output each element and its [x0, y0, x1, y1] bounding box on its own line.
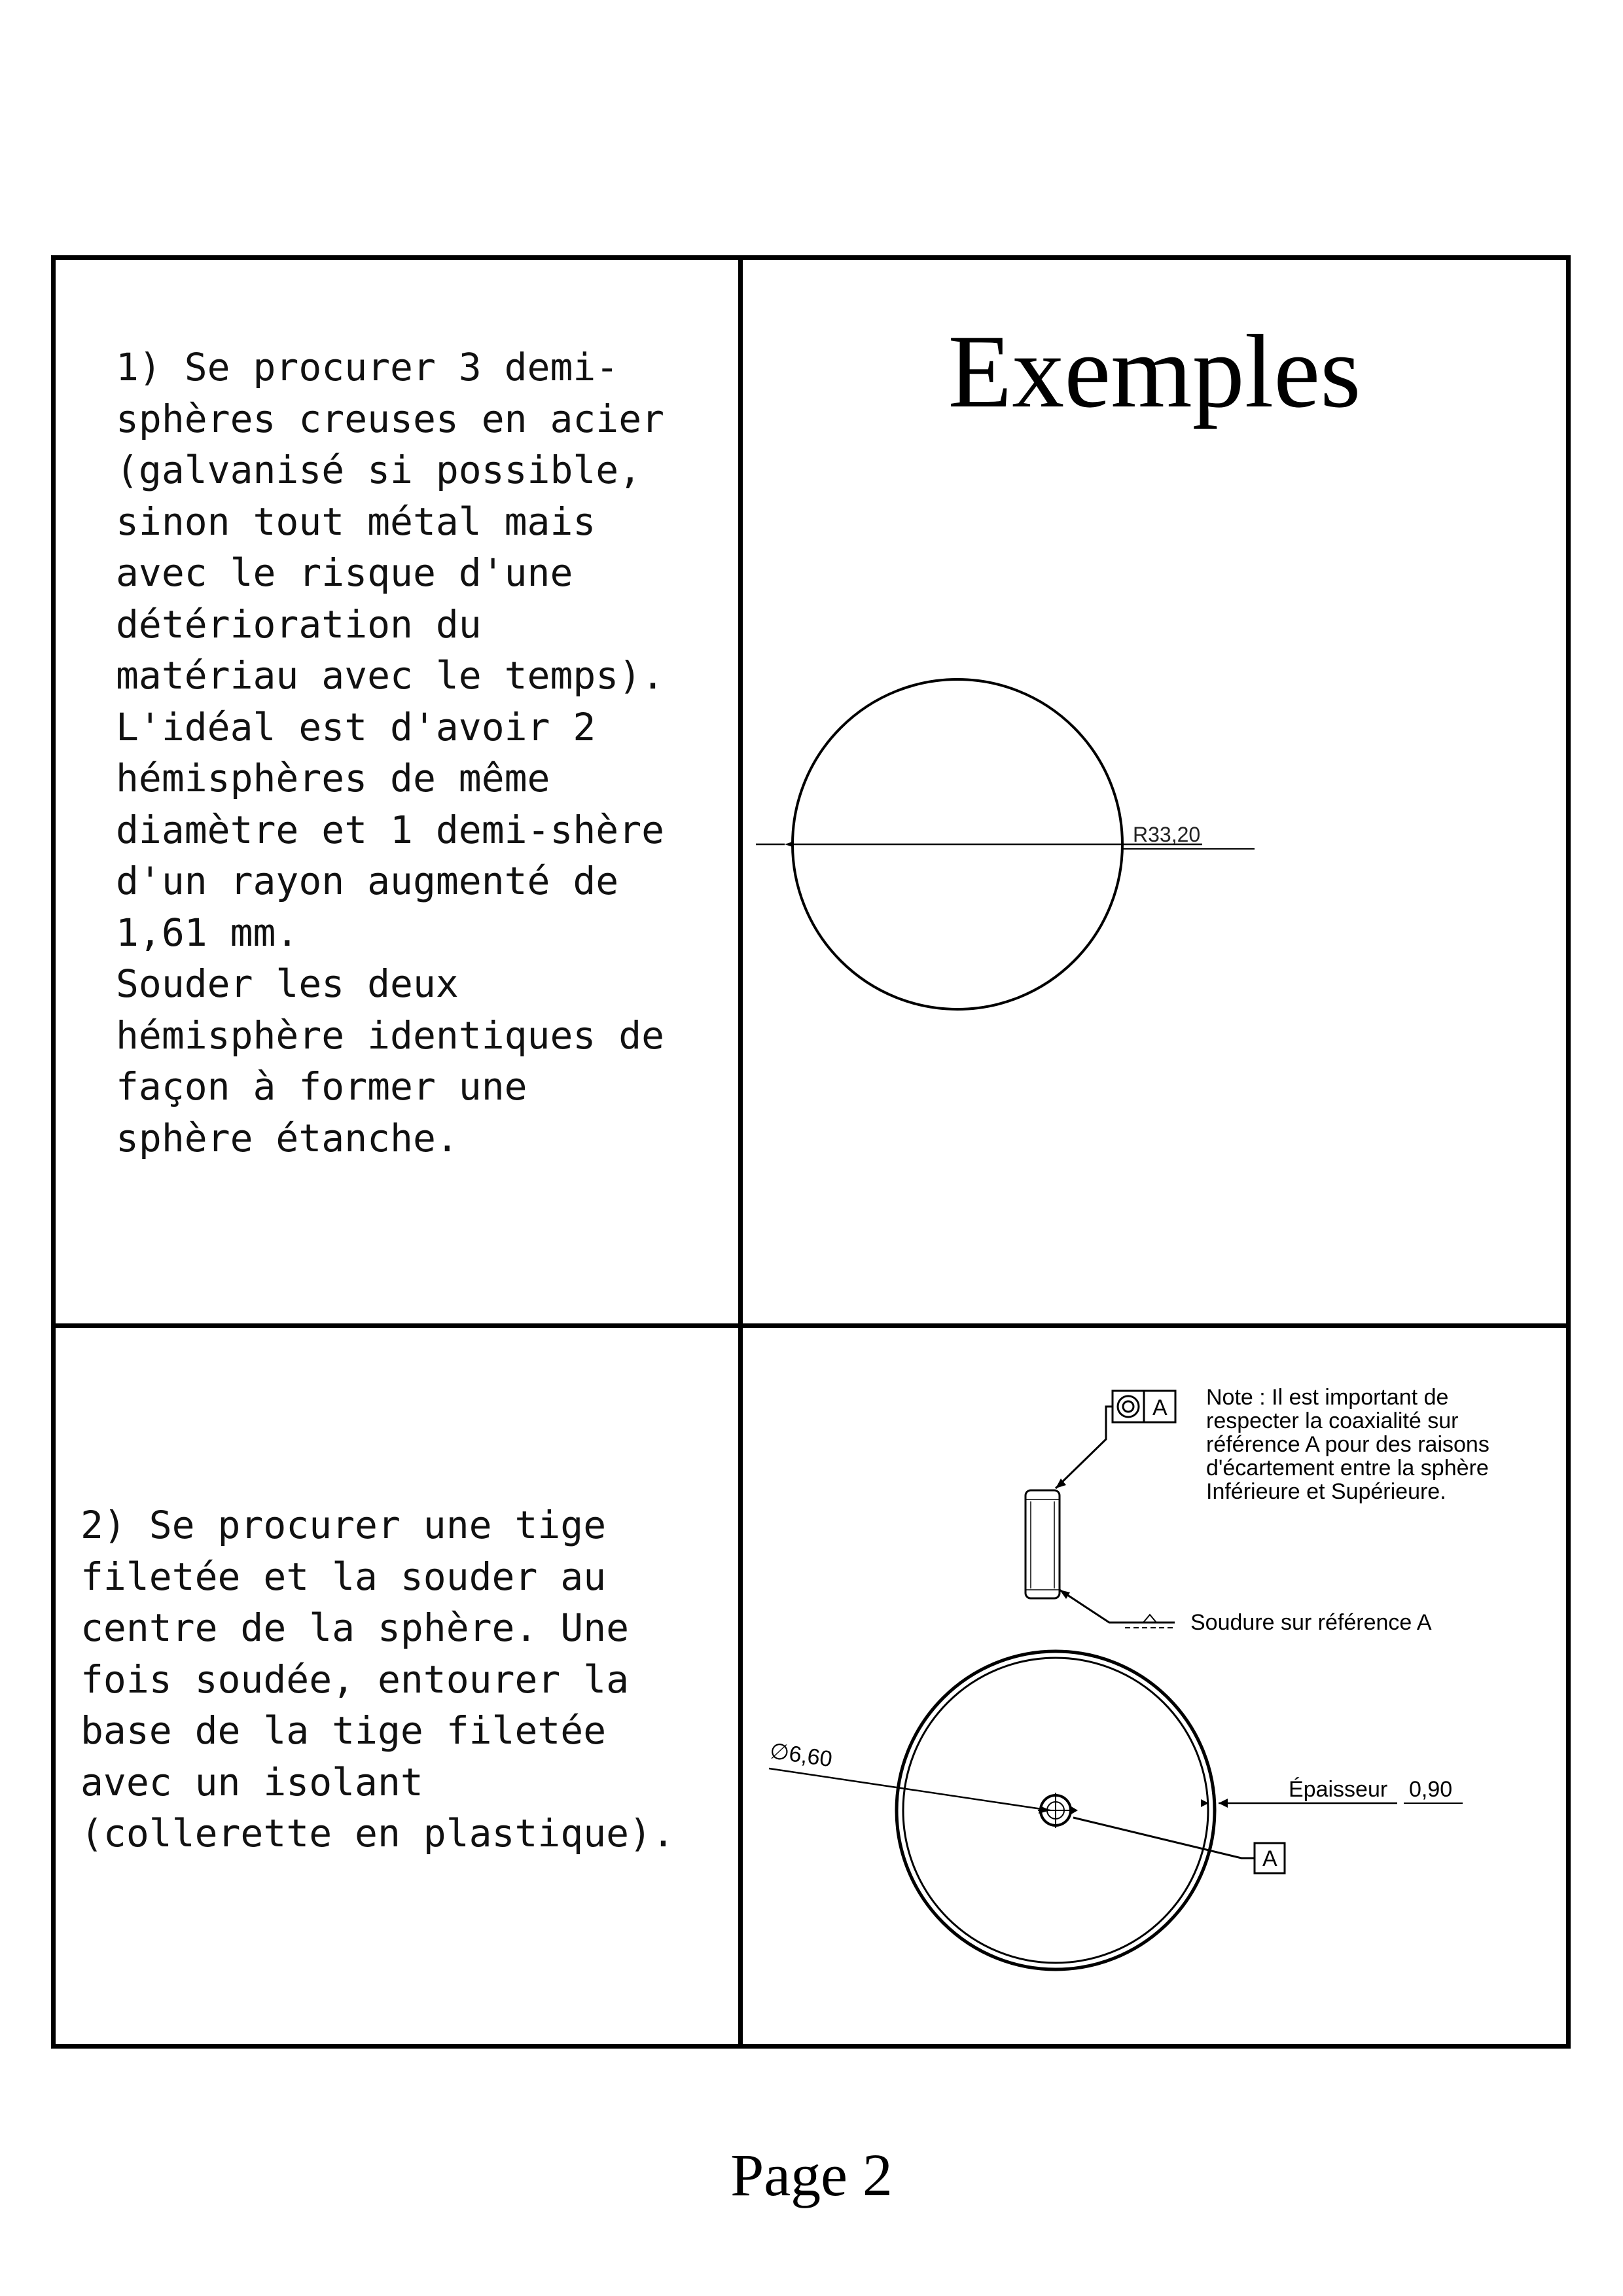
- step-1-text: 1) Se procurer 3 demi- sphères creuses en acier (galvanisé si possible, sinon tout métal mais avec le risque d'une détérioration du matériau avec le temps). L'idéal est d'avoir 2 hémisphères de même diamètre et 1 demi-shère d'un rayon augmenté de 1,61 mm. Souder les deux hémisphère identiques de façon à former une sphère étanche.: [116, 345, 665, 1160]
- threaded-rod-drawing: [743, 1328, 1566, 2044]
- diameter-label: ∅6,60: [768, 1738, 834, 1772]
- note-line-2: respecter la coaxialité sur: [1206, 1408, 1459, 1433]
- note-line-3: référence A pour des raisons: [1206, 1432, 1489, 1457]
- coaxiality-datum-letter: A: [1152, 1395, 1168, 1420]
- coaxiality-note: [1206, 1385, 1495, 1504]
- coaxiality-icon: [1118, 1396, 1139, 1417]
- weld-leader: [1060, 1590, 1175, 1623]
- datum-leader: [1073, 1818, 1255, 1858]
- examples-heading: Exemples: [948, 313, 1361, 429]
- weld-label: Soudure sur référence A: [1190, 1610, 1432, 1635]
- table-left-border: [51, 255, 56, 2049]
- note-line-5: Inférieure et Supérieure.: [1206, 1479, 1446, 1504]
- instruction-table: [51, 255, 1571, 2049]
- table-right-border: [1566, 255, 1571, 2049]
- step-2-cell: [56, 1328, 738, 2044]
- thickness-value: 0,90: [1409, 1777, 1453, 1802]
- table-top-border: [51, 255, 1571, 260]
- datum-letter: A: [1262, 1846, 1277, 1871]
- radius-dimension-label: R33,20: [1133, 823, 1201, 846]
- step-2-text: 2) Se procurer une tige filetée et la souder au centre de la sphère. Une fois soudée, entourer la base de la tige filetée avec un isolant (collerette en plastique).: [80, 1503, 675, 1856]
- table-bottom-border: [51, 2044, 1571, 2049]
- sphere-radius-drawing: [743, 260, 1566, 1323]
- radius-arrowhead: [785, 842, 793, 847]
- thickness-label: Épaisseur: [1289, 1777, 1388, 1802]
- note-line-4: d'écartement entre la sphère: [1206, 1456, 1489, 1480]
- rod-drawing-cell: [743, 1328, 1566, 2044]
- table-middle-border: [51, 1323, 1571, 1328]
- coaxiality-leader: [1056, 1407, 1113, 1488]
- weld-symbol: [1143, 1615, 1156, 1623]
- examples-cell: [743, 260, 1566, 1323]
- diameter-dimension-line: [769, 1768, 1050, 1810]
- step-1-cell: [56, 260, 738, 1323]
- note-line-1: Note : Il est important de: [1206, 1385, 1449, 1410]
- page-number: Page 2: [730, 2142, 893, 2208]
